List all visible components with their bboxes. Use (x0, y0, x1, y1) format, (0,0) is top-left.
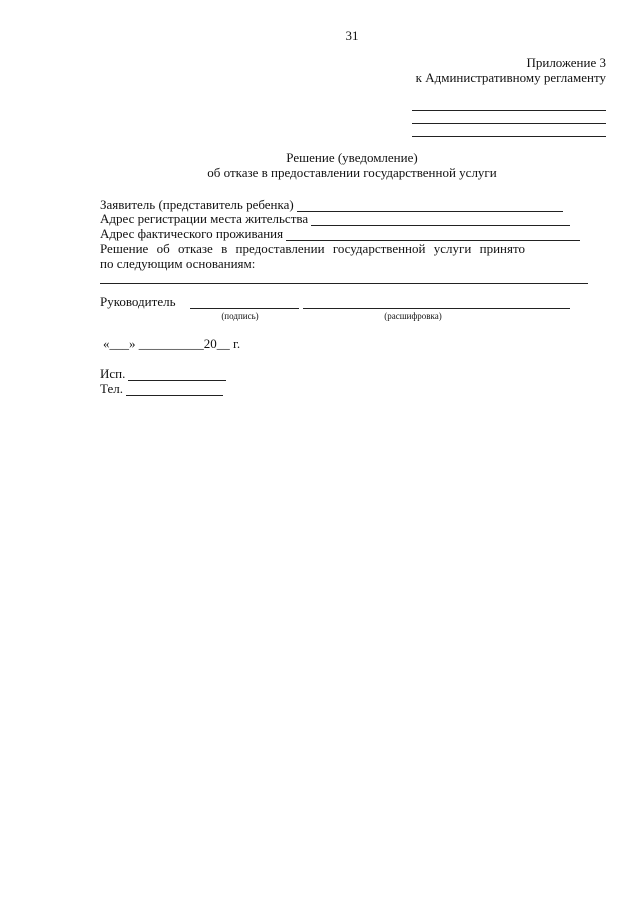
registration-address-label: Адрес регистрации места жительства (100, 211, 309, 226)
grounds-blank-line (100, 283, 588, 284)
registration-address-row (100, 211, 570, 226)
document-title: Решение (уведомление) (286, 150, 418, 165)
signature-caption: (подпись) (221, 311, 259, 321)
decision-grounds-label: по следующим основаниям: (100, 256, 256, 271)
addressee-line-1 (412, 110, 606, 111)
date-line: «___» __________20__ г. (103, 336, 241, 351)
decision-statement: Решение об отказе в предоставлении государственной услуги принято (100, 241, 525, 256)
registration-address-blank-line (311, 214, 570, 226)
phone-label: Тел. (100, 381, 123, 396)
head-label: Руководитель (100, 294, 176, 309)
phone-blank-line (126, 384, 223, 396)
executor-row (100, 366, 226, 381)
applicant-row (100, 197, 563, 212)
executor-blank-line (128, 369, 226, 381)
applicant-label: Заявитель (представитель ребенка) (100, 197, 294, 212)
name-caption: (расшифровка) (384, 311, 442, 321)
name-blank-line (303, 308, 570, 309)
addressee-line-3 (412, 136, 606, 137)
appendix-number: Приложение 3 (526, 55, 606, 70)
actual-address-label: Адрес фактического проживания (100, 226, 284, 241)
document-subtitle: об отказе в предоставлении государственной услуги (207, 165, 497, 180)
addressee-line-2 (412, 123, 606, 124)
phone-row (100, 381, 223, 396)
actual-address-blank-line (286, 229, 580, 241)
signature-blank-line (190, 308, 299, 309)
appendix-reference: к Административному регламенту (415, 70, 606, 85)
executor-label: Исп. (100, 366, 126, 381)
page-number: 31 (345, 28, 359, 43)
actual-address-row (100, 226, 580, 241)
